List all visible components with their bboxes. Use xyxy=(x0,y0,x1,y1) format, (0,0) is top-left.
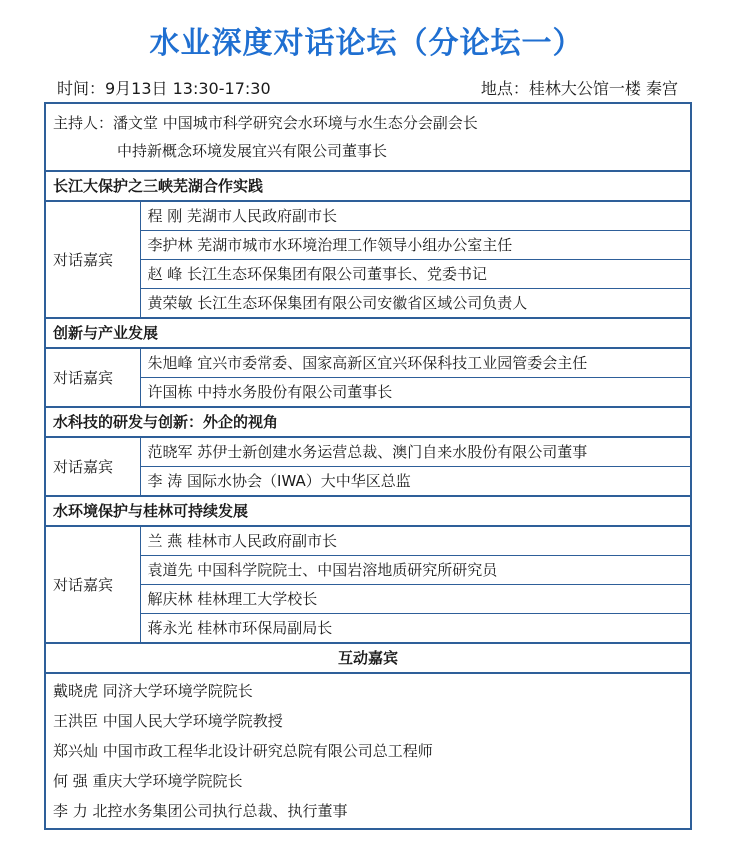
time-label: 时间：9月13日 13:30-17:30 xyxy=(57,79,271,98)
guest-row: 解庆林 桂林理工大学校长 xyxy=(140,585,691,614)
interactive-guest: 王洪臣 中国人民大学环境学院教授 xyxy=(53,712,283,730)
guest-row: 黄荣敏 长江生态环保集团有限公司安徽省区域公司负责人 xyxy=(140,289,691,319)
section-title: 创新与产业发展 xyxy=(45,318,691,348)
guest-row: 程 刚 芜湖市人民政府副市长 xyxy=(140,201,691,231)
venue-label: 地点：桂林大公馆一楼 秦宫 xyxy=(480,79,678,98)
guest-row: 李护林 芜湖市城市水环境治理工作领导小组办公室主任 xyxy=(140,231,691,260)
guest-row: 兰 燕 桂林市人民政府副市长 xyxy=(140,526,691,556)
page-title: 水业深度对话论坛（分论坛一） xyxy=(149,26,584,61)
interactive-title: 互动嘉宾 xyxy=(45,643,691,673)
host-line-2: 中持新概念环境发展宜兴有限公司董事长 xyxy=(117,142,388,160)
guest-row: 许国栋 中持水务股份有限公司董事长 xyxy=(140,378,691,408)
guest-row: 赵 峰 长江生态环保集团有限公司董事长、党委书记 xyxy=(140,260,691,289)
host-cell xyxy=(45,103,691,171)
dialogue-role-label: 对话嘉宾 xyxy=(45,526,140,643)
guest-row: 李 涛 国际水协会（IWA）大中华区总监 xyxy=(140,467,691,497)
interactive-guest: 戴晓虎 同济大学环境学院院长 xyxy=(53,682,253,700)
guest-row: 范晓军 苏伊士新创建水务运营总裁、澳门自来水股份有限公司董事 xyxy=(140,437,691,467)
section-title: 水环境保护与桂林可持续发展 xyxy=(45,496,691,526)
interactive-guests xyxy=(45,673,691,829)
guest-row: 袁道先 中国科学院院士、中国岩溶地质研究所研究员 xyxy=(140,556,691,585)
section-title: 水科技的研发与创新：外企的视角 xyxy=(45,407,691,437)
dialogue-role-label: 对话嘉宾 xyxy=(45,348,140,407)
host-row xyxy=(45,103,691,171)
interactive-guest: 何 强 重庆大学环境学院院长 xyxy=(53,772,243,790)
dialogue-role-label: 对话嘉宾 xyxy=(45,201,140,318)
host-line-1: 主持人：潘文堂 中国城市科学研究会水环境与水生态分会副会长 xyxy=(53,114,478,132)
section-title: 长江大保护之三峡芜湖合作实践 xyxy=(45,171,691,201)
agenda-table xyxy=(44,102,692,830)
interactive-guest: 郑兴灿 中国市政工程华北设计研究总院有限公司总工程师 xyxy=(53,742,433,760)
guest-row: 朱旭峰 宜兴市委常委、国家高新区宜兴环保科技工业园管委会主任 xyxy=(140,348,691,378)
interactive-guest: 李 力 北控水务集团公司执行总裁、执行董事 xyxy=(53,802,348,820)
guest-row: 蒋永光 桂林市环保局副局长 xyxy=(140,614,691,644)
dialogue-role-label: 对话嘉宾 xyxy=(45,437,140,496)
